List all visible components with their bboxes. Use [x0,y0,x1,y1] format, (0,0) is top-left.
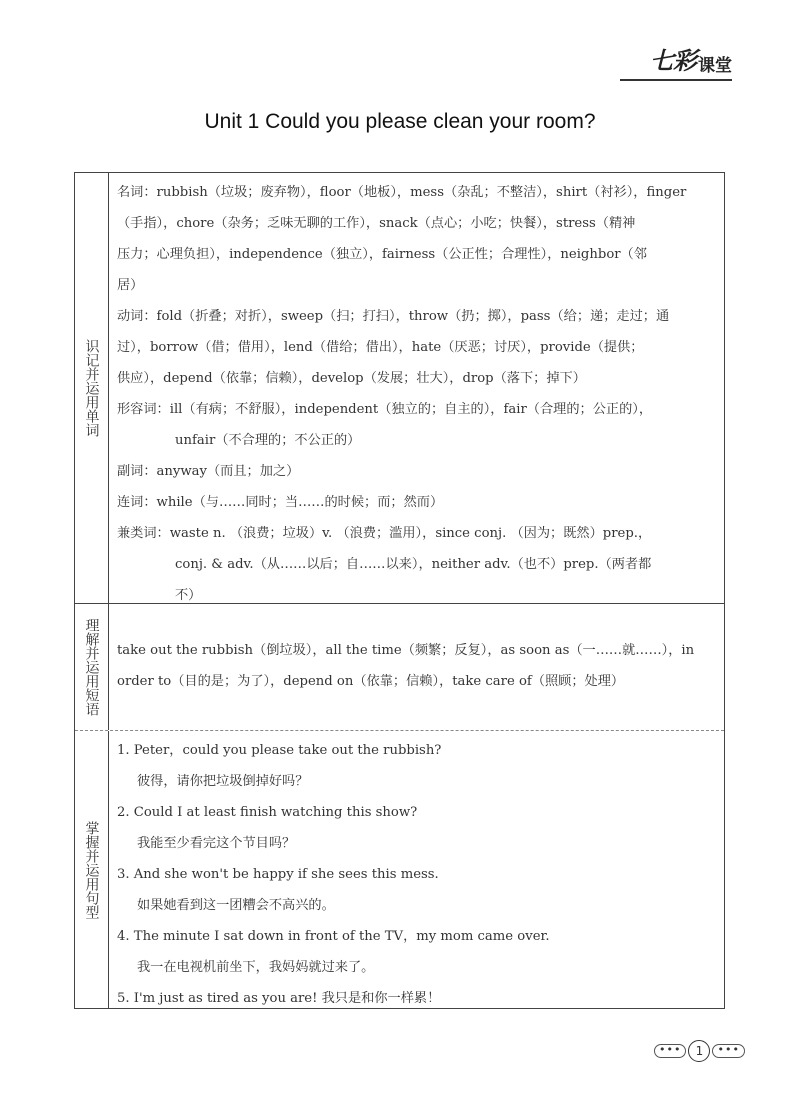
sentence-english: 1. Peter，could you please take out the rubbish? [117,743,442,758]
sentence-chinese: 如果她看到这一团糟会不高兴的。 [137,898,335,913]
phrase-line: take out the rubbish（倒垃圾），all the time（频繁；反复），as soon as（一……就……），in [117,643,695,658]
sentence-line [117,983,718,1014]
section-label: 识记并运用单词 [83,339,100,437]
sentence-english: 3. And she won't be happy if she sees this mess. [117,867,439,882]
header-rule [620,79,732,81]
sentences-content [109,731,724,1008]
vocab-line: 不） [175,588,202,603]
vocab-line: 形容词：ill（有病；不舒服），independent（独立的；自主的），fair（合理的；公正的）， [117,402,653,417]
vocab-line: 连词：while（与……同时；当……的时候；而；然而） [117,495,444,510]
page-title: Unit 1 Could you please clean your room? [204,110,596,133]
sentence-english: 2. Could I at least finish watching this show? [117,805,418,820]
vocab-line: 兼类词：waste n. （浪费；垃圾）v. （浪费；滥用），since conj. （因为；既然）prep.， [117,526,652,541]
sentence-chinese: 我只是和你一样累！ [321,991,441,1006]
vocab-line: unfair（不合理的；不公正的） [175,433,361,448]
vocab-line: 供应），depend（依靠；信赖），develop（发展；壮大），drop（落下；掉下） [117,371,586,386]
table-row-phrases [75,604,724,731]
vocab-line: conj. & adv.（从……以后；自……以来），neither adv.（也不）prep.（两者都 [175,557,652,572]
page-dots-right: ••• [712,1044,744,1058]
phrase-line: order to（目的是；为了），depend on（依靠；信赖），take care of（照顾；处理） [117,674,625,689]
vocab-line: 压力；心理负担），independence（独立），fairness（公正性；合理性），neighbor（邻 [117,247,647,262]
section-label: 掌握并运用句型 [83,820,100,919]
brand-subtitle: 课堂 [698,56,732,76]
vocab-line: 动词：fold（折叠；对折），sweep（扫；打扫），throw（扔；掷），pass（给；递；走过；通 [117,309,670,324]
section-label-cell [75,604,109,730]
sentence-english: 4. The minute I sat down in front of the TV，my mom came over. [117,929,550,944]
vocab-line: 名词：rubbish（垃圾；废弃物），floor（地板），mess（杂乱；不整洁），shirt（衬衫），finger [117,185,687,200]
vocab-line: 居） [117,278,144,293]
sentence-chinese: 我能至少看完这个节目吗？ [137,836,296,851]
vocabulary-content [109,173,724,603]
table-row-vocabulary [75,173,724,604]
phrases-content [109,604,724,730]
page-number-value: 1 [688,1040,710,1062]
brand-logo [650,46,732,76]
sentence-english: 5. I'm just as tired as you are! [117,991,318,1006]
section-label-cell [75,173,109,603]
vocab-line: 副词：anyway（而且；加之） [117,464,300,479]
vocab-line: （手指），chore（杂务；乏味无聊的工作），snack（点心；小吃；快餐），stress（精神 [117,216,636,231]
table-row-sentences [75,731,724,1008]
page-dots-left: ••• [654,1044,686,1058]
vocab-line: 过），borrow（借；借用），lend（借给；借出），hate（厌恶；讨厌），provide（提供； [117,340,644,355]
sentence-chinese: 彼得，请你把垃圾倒掉好吗？ [137,774,309,789]
page-number [654,1040,745,1062]
content-table [74,172,725,1009]
section-label-cell [75,731,109,1008]
brand-name: 七彩 [650,46,696,75]
section-label: 理解并运用短语 [83,618,100,716]
sentence-chinese: 我一在电视机前坐下，我妈妈就过来了。 [137,960,375,975]
